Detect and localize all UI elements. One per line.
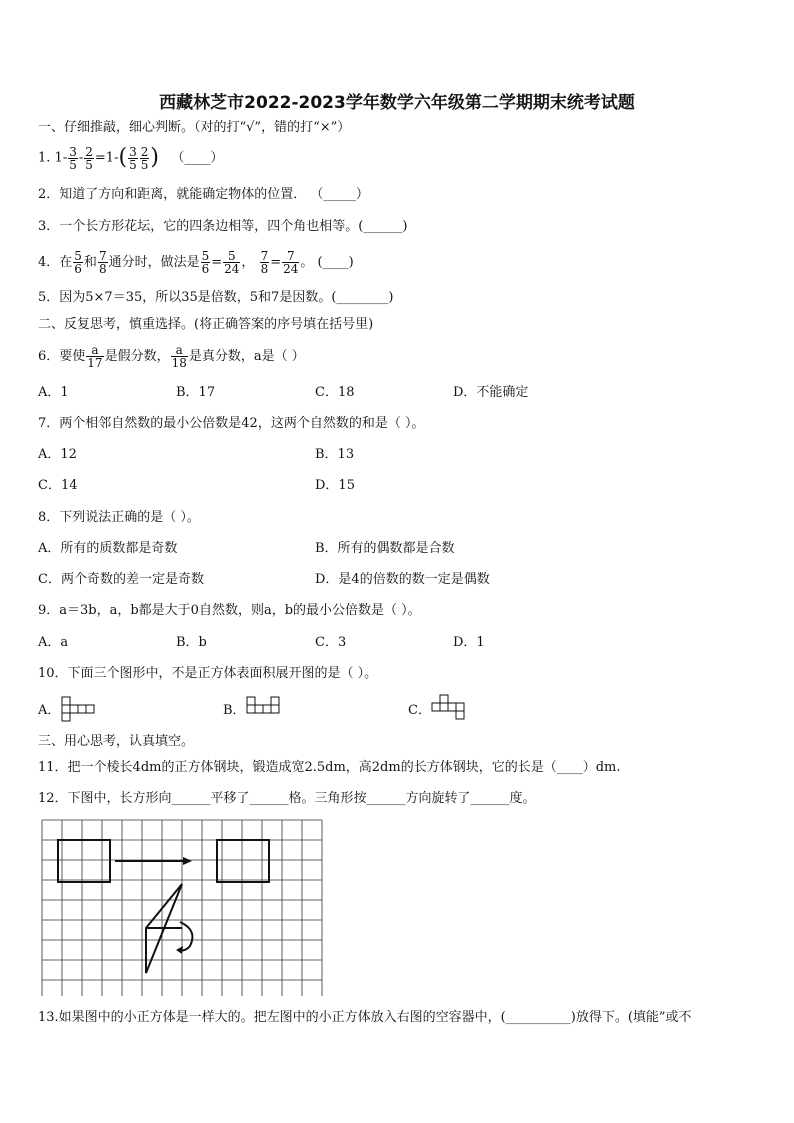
question-8: 8．下列说法正确的是（ ）。 [38, 510, 200, 525]
section-2-heading: 二、反复思考，慎重选择。(将正确答案的序号填在括号里) [38, 317, 374, 332]
question-12: 12．下图中，长方形向______平移了______格。三角形按______方向旋转了______度。 [38, 791, 536, 806]
q7-option-a[interactable]: A．12 [38, 447, 77, 462]
q8-option-a[interactable]: A．所有的质数都是奇数 [38, 541, 178, 556]
q9-option-b[interactable]: B．b [176, 635, 207, 650]
q8-option-c[interactable]: C．两个奇数的差一定是奇数 [38, 572, 204, 587]
question-5: 5．因为5×7＝35，所以35是倍数，5和7是因数。(________) [38, 290, 394, 305]
question-11: 11．把一个棱长4dm的正方体钢块，锻造成宽2.5dm，高2dm的长方体钢块，它的长是（____）dm. [38, 760, 621, 775]
q6-option-d[interactable]: D．不能确定 [453, 385, 529, 400]
q10-net-b-figure [246, 696, 288, 724]
q8-option-b[interactable]: B．所有的偶数都是合数 [315, 541, 455, 556]
page-title: 西藏林芝市2022-2023学年数学六年级第二学期期末统考试题 [159, 93, 635, 113]
section-1-heading: 一、仔细推敲，细心判断。（对的打“√”，错的打“×”） [38, 120, 351, 135]
question-9: 9．a＝3b，a，b都是大于0自然数，则a，b的最小公倍数是（ ）。 [38, 603, 421, 618]
question-3: 3．一个长方形花坛，它的四条边相等，四个角也相等。(______) [38, 219, 408, 234]
question-10: 10．下面三个图形中，不是正方体表面积展开图的是（ ）。 [38, 666, 378, 681]
q10-option-a[interactable]: A． [38, 703, 61, 718]
q6-option-a[interactable]: A．1 [38, 385, 69, 400]
q6-option-b[interactable]: B．17 [176, 385, 216, 400]
answer-blank-1[interactable]: （____） [171, 150, 224, 166]
q10-net-a-figure [61, 696, 103, 724]
q9-option-c[interactable]: C．3 [315, 635, 347, 650]
q8-option-d[interactable]: D．是4的倍数的数一定是偶数 [315, 572, 490, 587]
q7-option-d[interactable]: D．15 [315, 478, 355, 493]
question-1: 1. 1- $\frac{3}{5}$ - $\frac{2}{5}$ =1-( $\frac{3}{5}$ $\frac{2}{5}$ ) （____） [38, 144, 224, 172]
section-3-heading: 三、用心思考，认真填空。 [38, 734, 195, 749]
rotation-arrowhead [176, 946, 183, 954]
q9-option-a[interactable]: A．a [38, 635, 69, 650]
q6-option-c[interactable]: C．18 [315, 385, 355, 400]
q10-option-b[interactable]: B． [223, 703, 246, 718]
question-13: 13.如果图中的小正方体是一样大的。把左图中的小正方体放入右图的空容器中，(__________)放得下。(填能”或不 [38, 1010, 692, 1025]
question-4: 4．在 $\frac{5}{6}$ 和 $\frac{7}{8}$ 通分时，做法是 $\frac{5}{6}$ = $\frac{5}{24}$ ， $\frac{7}{8}$ = $\frac{7}{24}$ 。 (____) [38, 249, 354, 276]
q10-net-c-figure [431, 694, 473, 724]
q9-option-d[interactable]: D．1 [453, 635, 485, 650]
question-7: 7．两个相邻自然数的最小公倍数是42，这两个自然数的和是（ ）。 [38, 416, 425, 431]
question-2: 2．知道了方向和距离，就能确定物体的位置． （_____） [38, 187, 369, 202]
translated-rectangle [217, 840, 269, 882]
translation-arrowhead [183, 857, 192, 865]
q10-option-c[interactable]: C． [408, 703, 431, 718]
rotation-arrow [178, 922, 192, 951]
question-6: 6．要使 $\frac{a}{17}$ 是假分数， $\frac{a}{18}$ 是真分数，a是（ ） [38, 343, 305, 370]
q7-option-b[interactable]: B．13 [315, 447, 355, 462]
translation-rotation-grid-figure [40, 818, 326, 996]
q7-option-c[interactable]: C．14 [38, 478, 78, 493]
